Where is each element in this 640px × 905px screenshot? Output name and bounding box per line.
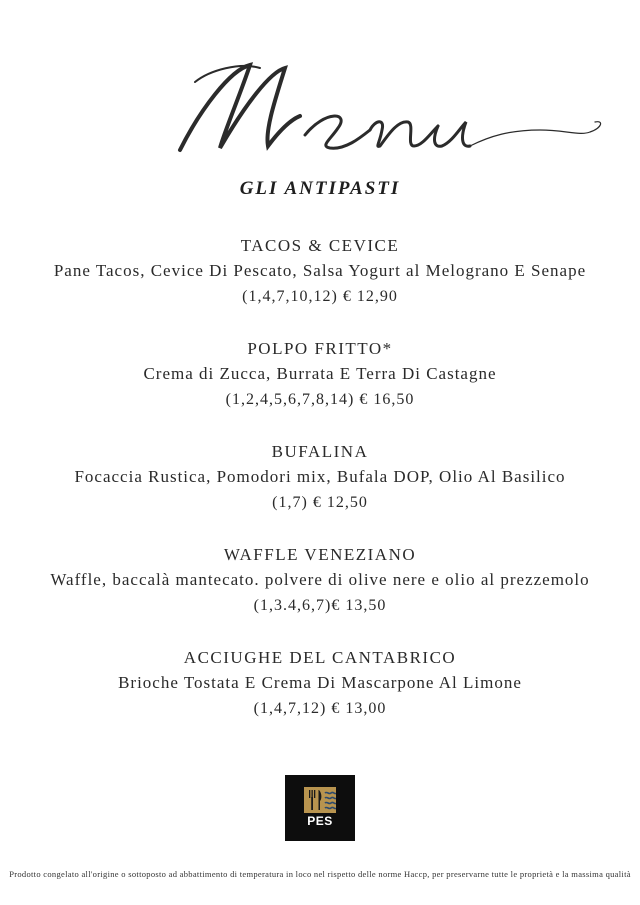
item-price: (1,4,7,12) € 13,00 <box>253 700 387 717</box>
item-description: Focaccia Rustica, Pomodori mix, Bufala DOP, Olio Al Basilico <box>74 467 566 486</box>
item-description: Brioche Tostata E Crema Di Mascarpone Al Limone <box>118 673 522 692</box>
menu-list <box>0 234 640 749</box>
item-description: Crema di Zucca, Burrata E Terra Di Castagne <box>143 364 497 383</box>
item-description: Pane Tacos, Cevice Di Pescato, Salsa Yogurt al Melograno E Senape <box>53 261 587 280</box>
item-name: WAFFLE VENEZIANO <box>223 545 417 564</box>
item-description: Waffle, baccalà mantecato. polvere di olive nere e olio al prezzemolo <box>50 570 590 589</box>
item-price: (1,2,4,5,6,7,8,14) € 16,50 <box>225 391 415 408</box>
section-title: GLI ANTIPASTI <box>239 178 401 199</box>
item-price: (1,4,7,10,12) € 12,90 <box>242 288 398 305</box>
item-price: (1,3.4,6,7)€ 13,50 <box>253 597 387 614</box>
menu-title <box>170 50 610 170</box>
logo-text: PES <box>307 814 333 828</box>
menu-item <box>0 234 640 337</box>
item-price: (1,7) € 12,50 <box>272 494 368 511</box>
footer-note: Prodotto congelato all'origine o sottoposto ad abbattimento di temperatura in loco nel rispetto delle norme Haccp, per preservarne tutte le proprietà e la massima qualità <box>9 869 631 879</box>
item-name: ACCIUGHE DEL CANTABRICO <box>183 648 457 667</box>
menu-item <box>0 543 640 646</box>
menu-item <box>0 337 640 440</box>
pes-logo <box>285 775 355 841</box>
item-name: BUFALINA <box>271 442 369 461</box>
fork-knife-waves-icon <box>304 787 336 813</box>
item-name: TACOS & CEVICE <box>240 236 400 255</box>
menu-script-title <box>170 50 610 170</box>
menu-item <box>0 440 640 543</box>
item-name: POLPO FRITTO* <box>247 339 393 358</box>
menu-item <box>0 646 640 749</box>
